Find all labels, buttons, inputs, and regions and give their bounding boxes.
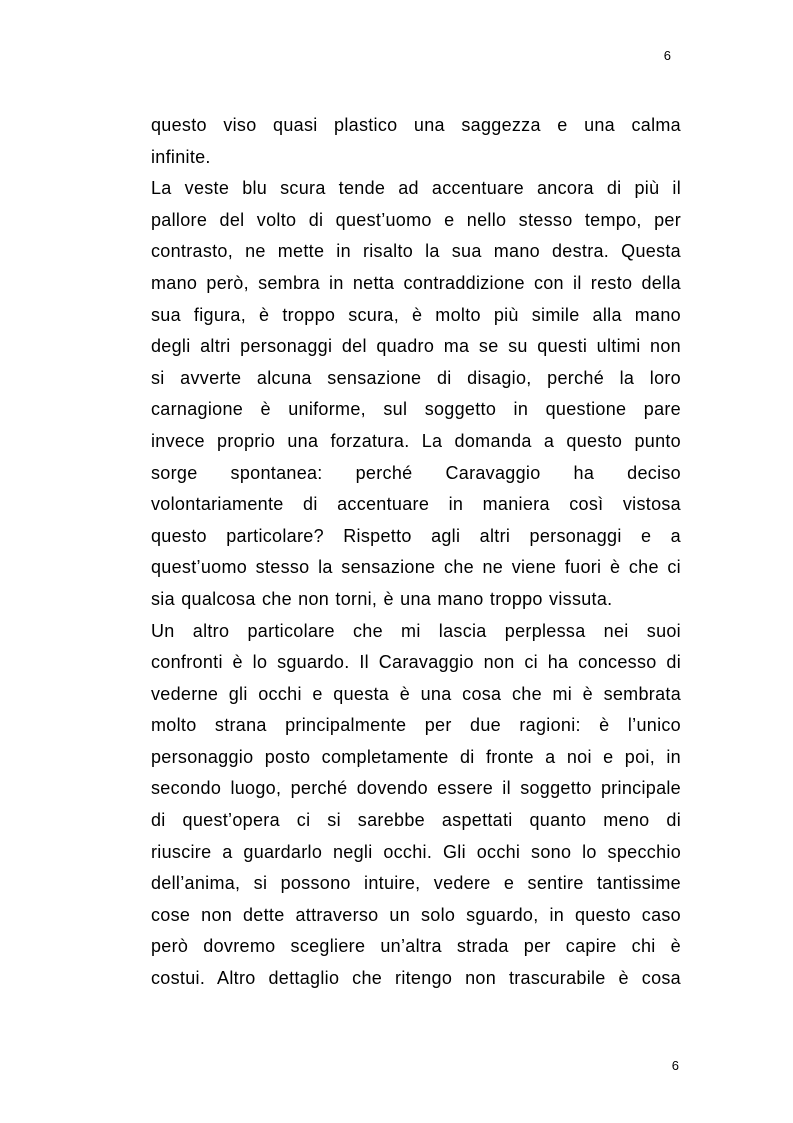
footer-page-number: 6 — [671, 1058, 679, 1073]
text-line: invece proprio una forzatura. La domanda a questo punto — [151, 430, 681, 451]
text-line: si avverte alcuna sensazione di disagio, perché la loro — [151, 367, 681, 388]
header-page-number: 6 — [663, 48, 671, 63]
text-line: costui. Altro dettaglio che ritengo non trascurabile è cosa — [151, 968, 681, 989]
text-line: infinite. — [151, 146, 211, 167]
body-text — [151, 110, 681, 995]
text-line: degli altri personaggi del quadro ma se su questi ultimi non — [151, 336, 681, 357]
text-line: questo particolare? Rispetto agli altri personaggi e a — [151, 525, 681, 546]
text-line: sua figura, è troppo scura, è molto più simile alla mano — [151, 304, 681, 325]
text-line: volontariamente di accentuare in maniera così vistosa — [151, 494, 681, 515]
text-line: pallore del volto di quest’uomo e nello stesso tempo, per — [151, 209, 681, 230]
text-line: questo viso quasi plastico una saggezza e una calma — [151, 115, 681, 135]
text-line: però dovremo scegliere un’altra strada per capire chi è — [151, 936, 681, 957]
text-line: contrasto, ne mette in risalto la sua mano destra. Questa — [151, 241, 681, 262]
text-line: quest’uomo stesso la sensazione che ne viene fuori è che ci — [151, 557, 681, 578]
text-line: di quest’opera ci si sarebbe aspettati quanto meno di — [151, 810, 681, 831]
text-line: secondo luogo, perché dovendo essere il soggetto principale — [151, 778, 681, 799]
text-line: sorge spontanea: perché Caravaggio ha deciso — [151, 462, 681, 483]
text-line: personaggio posto completamente di fronte a noi e poi, in — [151, 746, 681, 767]
text-line: sia qualcosa che non torni, è una mano troppo vissuta. — [151, 588, 613, 609]
text-line: riuscire a guardarlo negli occhi. Gli occhi sono lo specchio — [151, 841, 681, 862]
text-line: La veste blu scura tende ad accentuare ancora di più il — [151, 178, 681, 199]
text-line: carnagione è uniforme, sul soggetto in questione pare — [151, 399, 681, 420]
text-line: Un altro particolare che mi lascia perplessa nei suoi — [151, 620, 681, 641]
text-line: cose non dette attraverso un solo sguardo, in questo caso — [151, 904, 681, 925]
text-line: vederne gli occhi e questa è una cosa che mi è sembrata — [151, 683, 681, 704]
text-line: confronti è lo sguardo. Il Caravaggio non ci ha concesso di — [151, 652, 681, 673]
text-line: mano però, sembra in netta contraddizione con il resto della — [151, 272, 681, 293]
text-line: molto strana principalmente per due ragioni: è l’unico — [151, 715, 681, 736]
text-line: dell’anima, si possono intuire, vedere e sentire tantissime — [151, 873, 681, 894]
